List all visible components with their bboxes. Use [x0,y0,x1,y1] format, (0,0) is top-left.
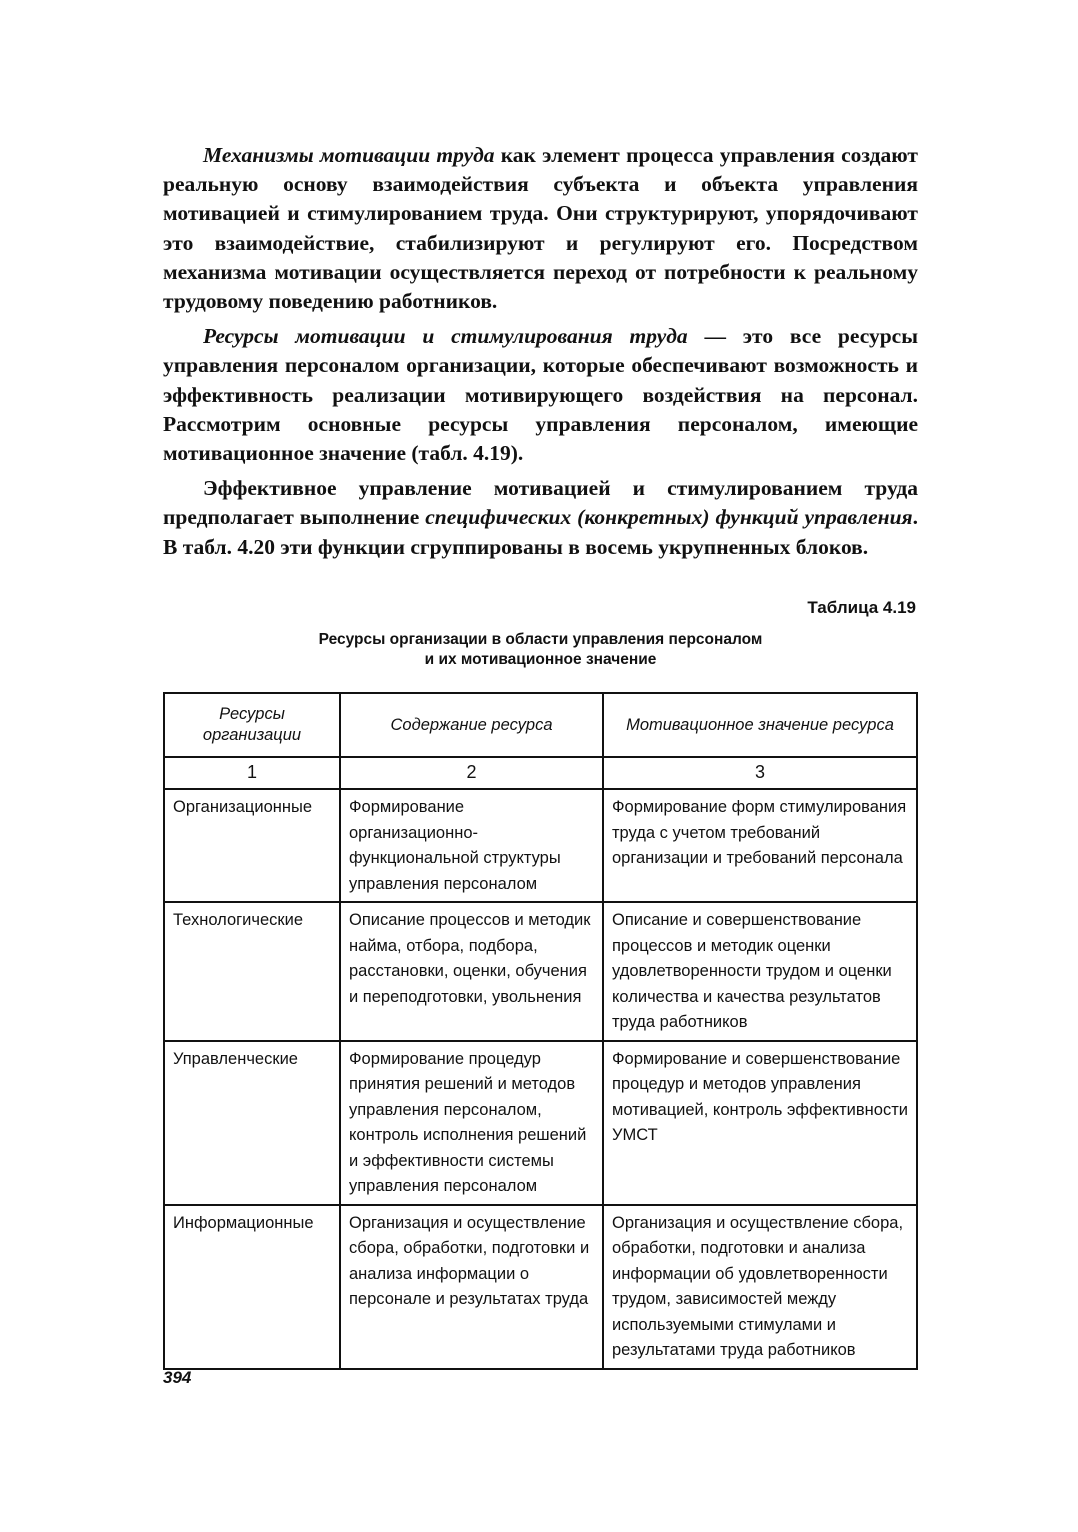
table-title [163,630,918,670]
cell-resource: Управленческие [164,1041,340,1205]
cell-content: Формирование организационно-функциональной структуры управления персоналом [340,789,603,902]
table-row [164,1205,917,1369]
paragraph-text: как элемент процесса управления создают реальную основу взаимодействия субъекта и объекта управления мотивацией и стимулированием труда. Они структурируют, упорядочивают это взаимодействие, стабилизируют и регулируют его. Посредством механизма мотивации осуществляется переход от потребности к реальному трудовому поведению работников. [163,143,918,314]
table-row [164,789,917,902]
table-label: Таблица 4.19 [807,598,916,617]
cell-value: Формирование форм стимулирования труда с учетом требований организации и требований персонала [603,789,917,902]
paragraph-text: . В табл. 4.20 эти функции сгруппированы в восемь укрупненных блоков. [163,505,919,559]
column-number: 1 [164,757,340,789]
cell-resource: Технологические [164,902,340,1041]
column-number: 2 [340,757,603,789]
term-functions: специфических (конкретных) функций управления [425,505,913,530]
cell-value: Формирование и совершенствование процедур и методов управления мотивацией, контроль эффективности УМСТ [603,1041,917,1205]
cell-content: Формирование процедур принятия решений и методов управления персоналом, контроль исполнения решений и эффективности системы управления персоналом [340,1041,603,1205]
table-row [164,902,917,1041]
paragraph-functions [163,474,918,562]
column-number-row [164,757,917,789]
body-text [163,141,918,568]
table-title-line2: и их мотивационное значение [424,651,657,668]
table-row [164,1041,917,1205]
cell-content: Организация и осуществление сбора, обработки, подготовки и анализа информации о персонале и результатах труда [340,1205,603,1369]
cell-resource: Информационные [164,1205,340,1369]
page-number: 394 [163,1368,192,1387]
table-header-row [164,693,917,757]
term-resources: Ресурсы мотивации и стимулирования труда [203,324,688,349]
cell-value: Описание и совершенствование процессов и методик оценки удовлетворенности трудом и оценки количества и качества результатов труда работников [603,902,917,1041]
cell-resource: Организационные [164,789,340,902]
paragraph-mechanisms [163,141,918,316]
cell-value: Организация и осуществление сбора, обработки, подготовки и анализа информации об удовлетворенности трудом, зависимостей между используемыми стимулами и результатами труда работников [603,1205,917,1369]
column-header-content: Содержание ресурса [340,693,603,757]
resources-table [163,692,918,1370]
table-title-line1: Ресурсы организации в области управления персоналом [318,631,763,648]
paragraph-text: Эффективное управление мотивацией и стимулированием труда предполагает выполнение [163,476,918,530]
column-header-resource: Ресурсы организации [164,693,340,757]
paragraph-text: — это все ресурсы управления персоналом организации, которые обеспечивают возможность и эффективность реализации мотивирующего воздействия на персонал. Рассмотрим основные ресурсы управления персоналом, имеющие мотивационное значение (табл. 4.19). [163,324,918,466]
column-header-value: Мотивационное значение ресурса [603,693,917,757]
column-number: 3 [603,757,917,789]
term-mechanisms: Механизмы мотивации труда [203,143,495,167]
cell-content: Описание процессов и методик найма, отбора, подбора, расстановки, оценки, обучения и переподготовки, увольнения [340,902,603,1041]
paragraph-resources [163,322,918,468]
